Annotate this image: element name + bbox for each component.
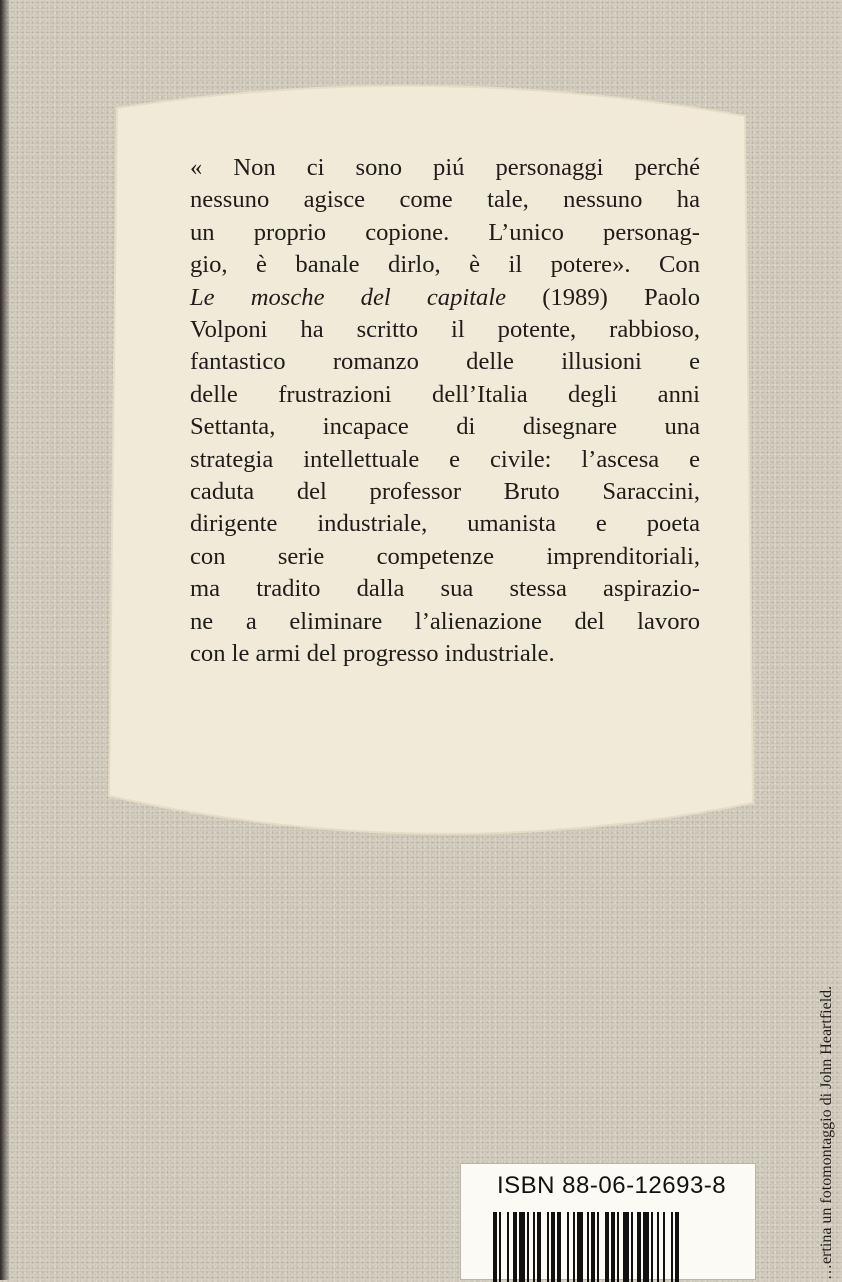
blurb-line: Volponi ha scritto il potente, rabbioso,	[190, 316, 700, 344]
blurb-line: caduta del professor Bruto Saraccini,	[190, 478, 700, 506]
blurb-line: fantastico romanzo delle illusioni e	[190, 348, 700, 376]
blurb-line: con serie competenze imprenditoriali,	[190, 542, 700, 570]
blurb-line: con le armi del progresso industriale.	[190, 640, 555, 668]
blurb-line: gio, è banale dirlo, è il potere». Con	[190, 251, 700, 279]
barcode-icon	[493, 1212, 733, 1282]
isbn-number: ISBN 88-06-12693-8	[497, 1172, 727, 1199]
blurb-line: dirigente industriale, umanista e poeta	[190, 510, 700, 538]
book-year-author: (1989) Paolo	[506, 283, 700, 311]
blurb-line: « Non ci sono piú personaggi perché	[190, 154, 700, 181]
blurb-line: nessuno agisce come tale, nessuno ha	[190, 186, 700, 214]
cover-credit: …ertina un fotomontaggio di John Heartfield.	[818, 985, 835, 1280]
blurb-line: ne a eliminare l’alienazione del lavoro	[190, 607, 700, 635]
blurb-line: strategia intellettuale e civile: l’ascesa e	[190, 445, 700, 473]
blurb-line-book-title	[190, 282, 700, 314]
isbn-box	[460, 1163, 756, 1280]
blurb-line: ma tradito dalla sua stessa aspirazio-	[190, 575, 700, 603]
book-spine-edge	[0, 0, 10, 1280]
blurb-line: Settanta, incapace di disegnare una	[190, 413, 700, 441]
back-cover-blurb	[190, 152, 700, 671]
blurb-line: un proprio copione. L’unico personag-	[190, 218, 700, 246]
book-title: Le mosche del capitale	[190, 283, 507, 311]
blurb-line: delle frustrazioni dell’Italia degli anni	[190, 380, 700, 408]
